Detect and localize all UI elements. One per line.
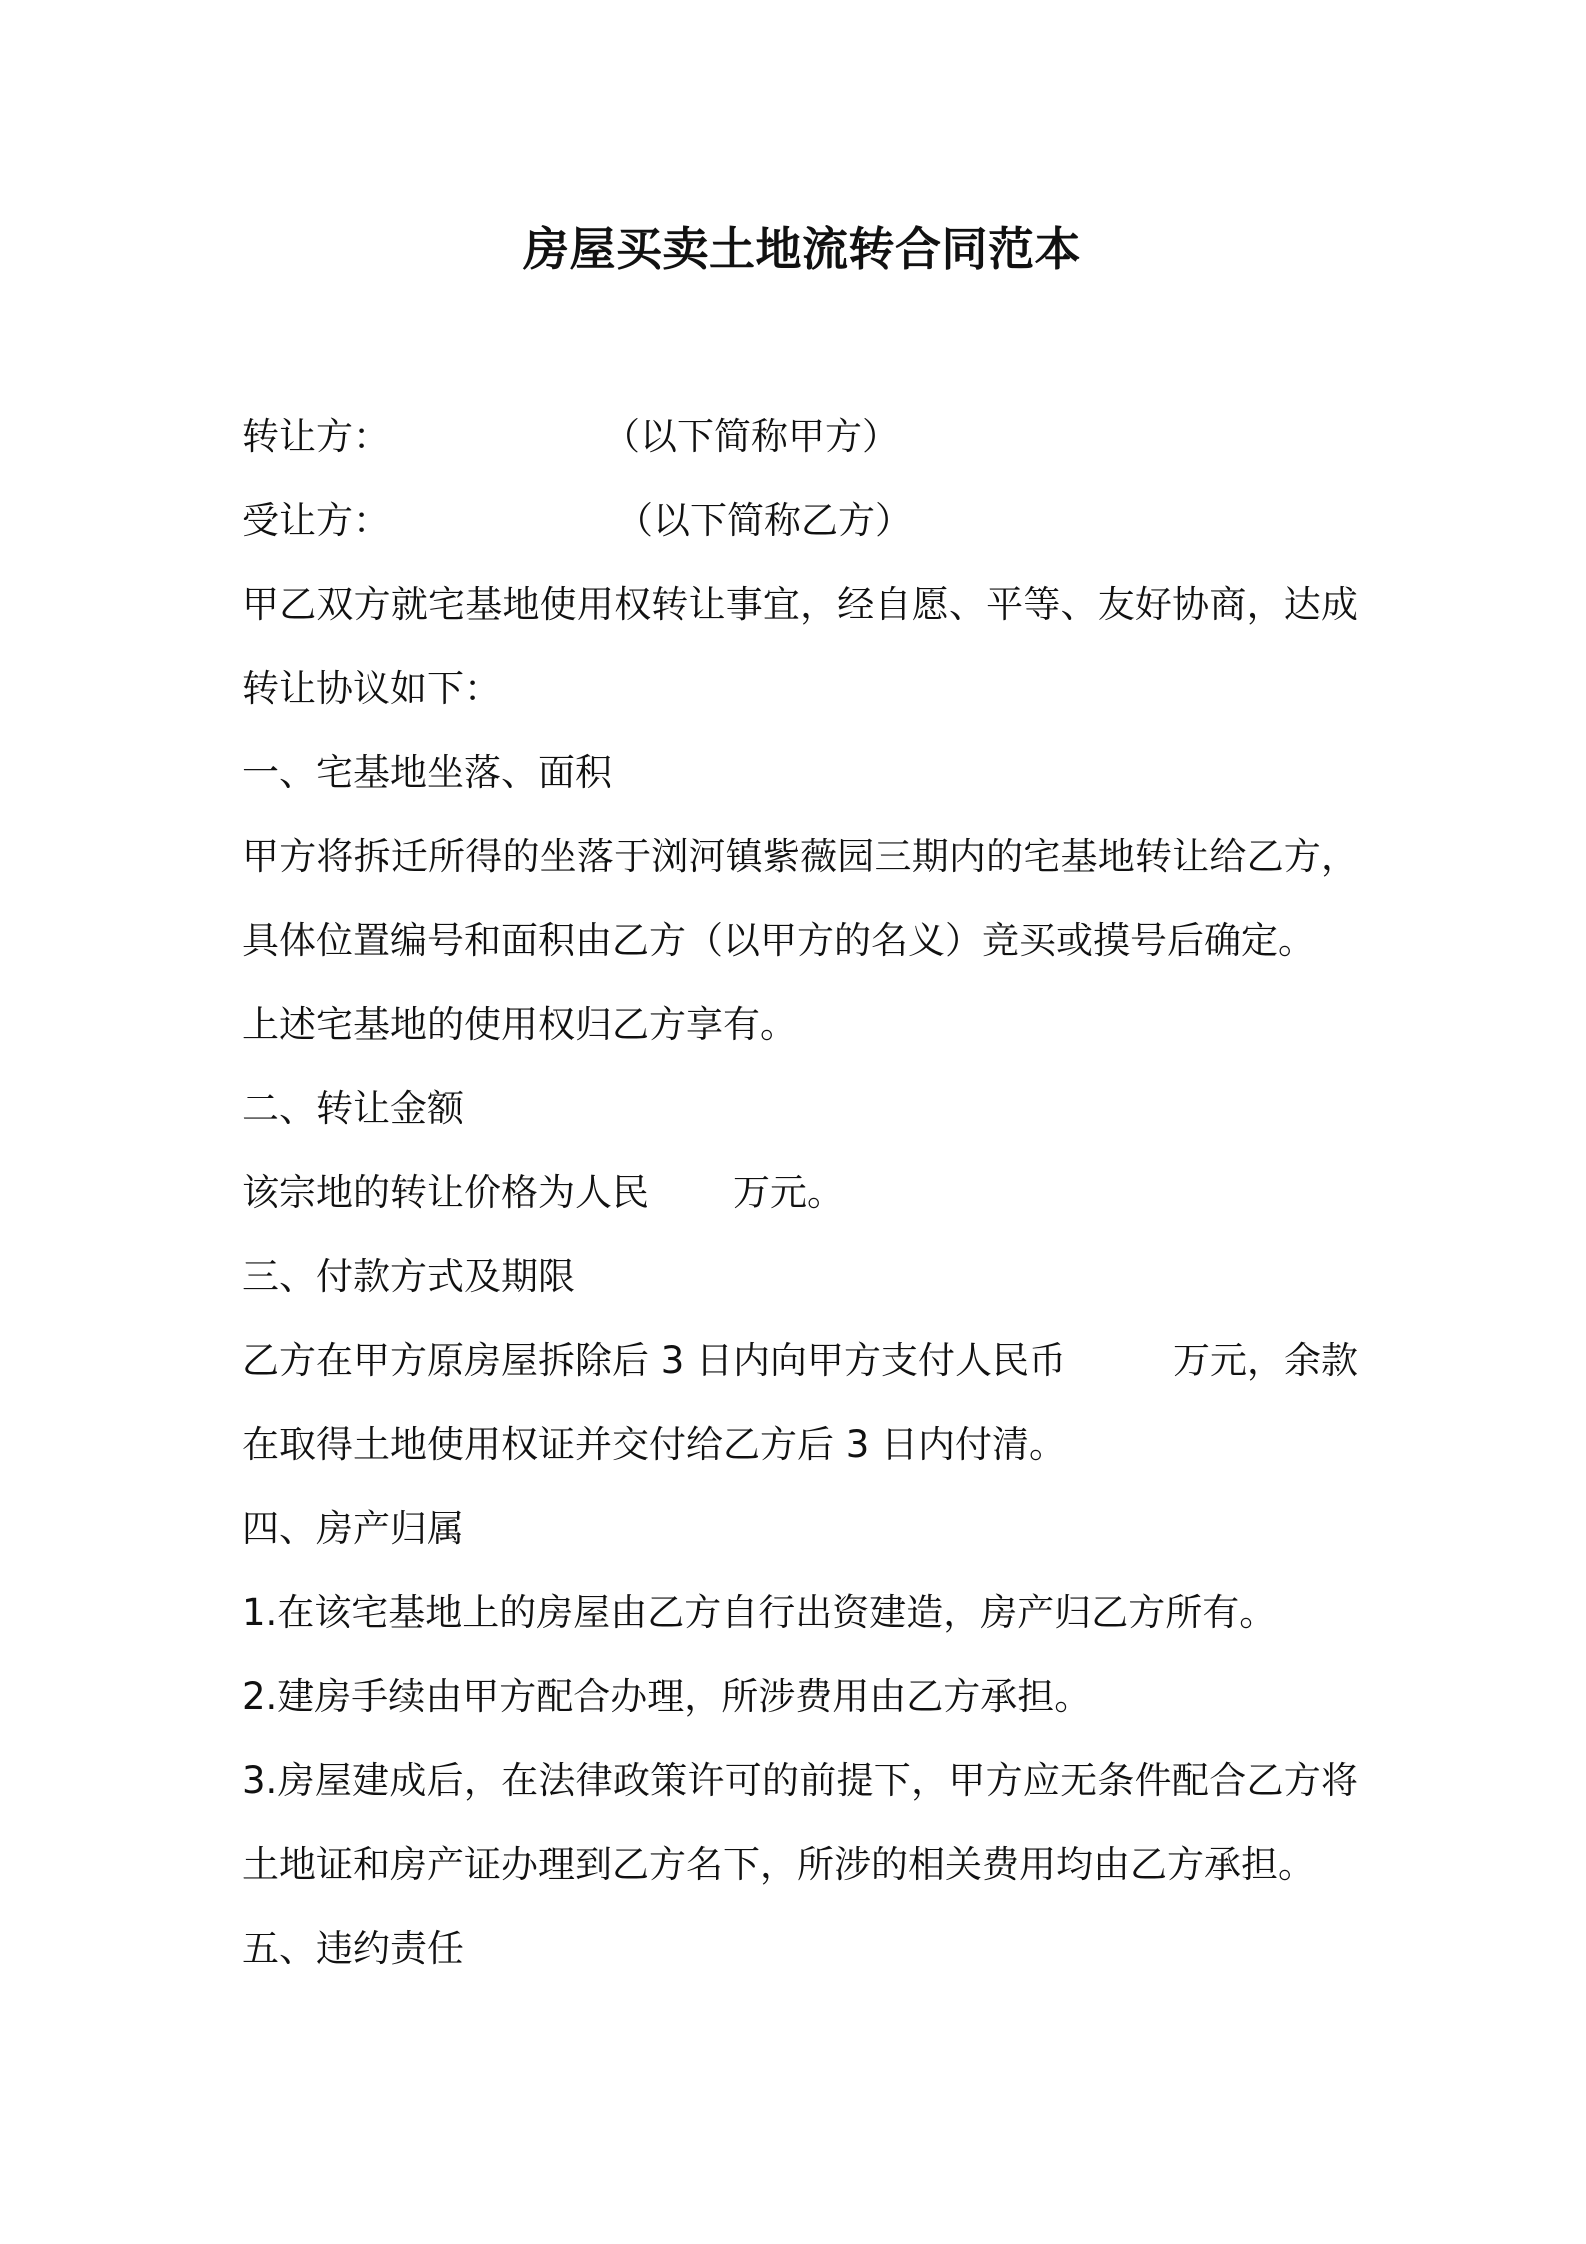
transferee-note: （以下简称乙方） <box>616 499 912 542</box>
payment-text-after: 万元，余款 <box>1173 1339 1358 1382</box>
payment-text-before: 乙方在甲方原房屋拆除后 3 日内向甲方支付人民币 <box>242 1339 1067 1382</box>
price-text-before: 该宗地的转让价格为人民 <box>242 1171 649 1214</box>
paragraph-line: 上述宅基地的使用权归乙方享有。 <box>242 1003 797 1046</box>
section-heading: 四、房产归属 <box>242 1507 464 1550</box>
section-heading: 一、宅基地坐落、面积 <box>242 751 612 794</box>
payment-line <box>242 1319 1358 1403</box>
section-heading: 二、转让金额 <box>242 1087 464 1130</box>
document-title: 房屋买卖土地流转合同范本 <box>523 222 1081 276</box>
price-text-after: 万元。 <box>733 1171 844 1214</box>
clause-line: 3.房屋建成后，在法律政策许可的前提下，甲方应无条件配合乙方将 <box>242 1759 1358 1802</box>
section-heading: 五、违约责任 <box>242 1927 464 1970</box>
transferee-label: 受让方： <box>242 499 390 542</box>
transferee-line <box>242 479 1358 563</box>
price-line <box>242 1151 1358 1235</box>
clause-line: 土地证和房产证办理到乙方名下，所涉的相关费用均由乙方承担。 <box>242 1843 1315 1886</box>
section-heading: 三、付款方式及期限 <box>242 1255 575 1298</box>
transferor-note: （以下简称甲方） <box>603 415 899 458</box>
paragraph-line: 具体位置编号和面积由乙方（以甲方的名义）竞买或摸号后确定。 <box>242 919 1315 962</box>
transferor-label: 转让方： <box>242 415 390 458</box>
paragraph-line: 在取得土地使用权证并交付给乙方后 3 日内付清。 <box>242 1423 1067 1466</box>
clause-line: 2.建房手续由甲方配合办理，所涉费用由乙方承担。 <box>242 1675 1092 1718</box>
intro-line: 转让协议如下： <box>242 667 501 710</box>
paragraph-line: 甲方将拆迁所得的坐落于浏河镇紫薇园三期内的宅基地转让给乙方， <box>242 835 1358 878</box>
clause-line: 1.在该宅基地上的房屋由乙方自行出资建造，房产归乙方所有。 <box>242 1591 1277 1634</box>
document-body <box>242 395 1358 1991</box>
intro-line: 甲乙双方就宅基地使用权转让事宜，经自愿、平等、友好协商，达成 <box>242 583 1358 626</box>
transferor-line <box>242 395 1358 479</box>
